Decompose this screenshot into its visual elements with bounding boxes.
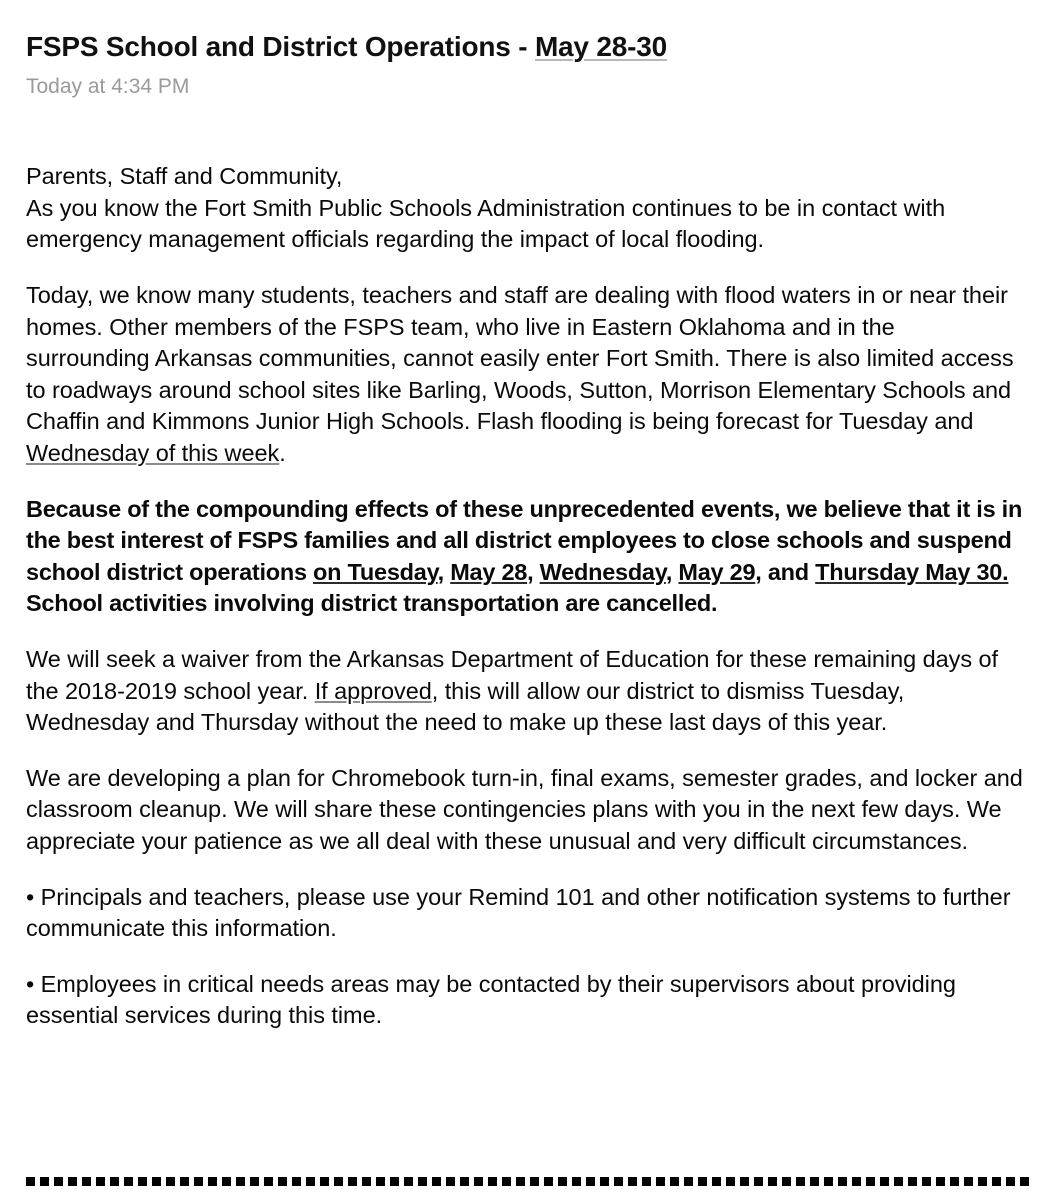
waiver-tail: , this will allow our district to dismiss Tuesday, Wednesday and Thursday without the need to make up these last days of this year. — [26, 677, 905, 736]
closure-date-may-28: May 28 — [450, 558, 528, 585]
content-truncation-rule — [26, 1177, 1030, 1186]
bullet-principals-teachers: • Principals and teachers, please use your Remind 101 and other notification systems to further communicate this information. — [26, 883, 1011, 942]
closure-sep-2: , — [527, 558, 540, 585]
closure-date-may-29: May 29 — [678, 558, 756, 585]
paragraph-situation — [26, 280, 1023, 470]
closure-sep-3: , — [665, 558, 679, 585]
paragraph-logistics: We are developing a plan for Chromebook turn-in, final exams, semester grades, and locker and classroom cleanup. We will share these contingencies plans with you in the next few days. We appreciate your patience as we all deal with these unusual and very difficult circumstances. — [26, 764, 1023, 854]
situation-text: Today, we know many students, teachers and staff are dealing with flood waters in or near their homes. Other members of the FSPS team, who live in Eastern Oklahoma and in the surrounding Arkansas communities, cannot easily enter Fort Smith. There is also limited access to roadways around school sites like Barling, Woods, Sutton, Morrison Elementary Schools and Chaffin and Kimmons Junior High Schools. Flash flooding is being forecast for Tuesday and — [26, 282, 1014, 435]
paragraph-waiver — [26, 644, 1023, 739]
closure-day-wednesday: Wednesday — [539, 558, 666, 585]
closure-sep-1: , — [437, 558, 451, 585]
greeting-body: As you know the Fort Smith Public Schools Administration continues to be in contact with emergency management officials regarding the impact of local flooding. — [26, 194, 946, 253]
paragraph-closure-decision — [26, 494, 1023, 620]
page-title-main: FSPS School and District Operations - — [26, 31, 535, 62]
waiver-lead: We will seek a waiver from the Arkansas Department of Education for these remaining days of the 2018-2019 school year. — [26, 645, 999, 704]
post-header — [0, 0, 1049, 99]
bullet-critical-employees: • Employees in critical needs areas may be contacted by their supervisors about providing essential services during this time. — [26, 970, 956, 1029]
greeting-line: Parents, Staff and Community, — [26, 163, 343, 190]
paragraph-greeting — [26, 161, 1023, 256]
post-timestamp: Today at 4:34 PM — [26, 75, 190, 99]
closure-lead: Because of the compounding effects of these unprecedented events, we believe that it is in the best interest of FSPS families and all district employees to close schools and suspend school district operations — [26, 495, 1023, 585]
closure-day-thursday-may-30: Thursday May 30. — [815, 558, 1009, 585]
closure-day-tuesday: on Tuesday — [313, 558, 438, 585]
situation-underlined-week: Wednesday of this week — [26, 439, 280, 466]
waiver-if-approved: If approved — [314, 677, 432, 704]
page-title — [26, 30, 1023, 63]
closure-sep-4: , and — [755, 558, 816, 585]
closure-tail: School activities involving district transportation are cancelled. — [26, 590, 718, 617]
situation-period: . — [279, 439, 286, 466]
page-title-date-range: May 28-30 — [534, 31, 667, 62]
post-body — [0, 161, 1049, 1032]
